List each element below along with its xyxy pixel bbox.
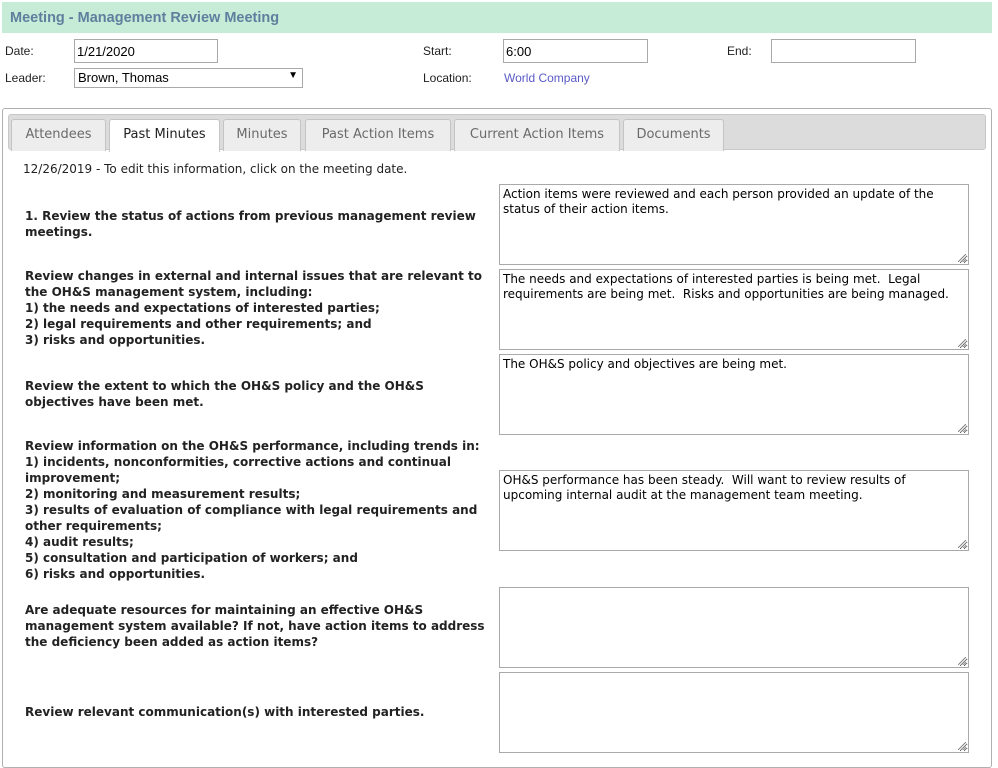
- tab-bar: [8, 114, 986, 150]
- answer-1-textarea[interactable]: [499, 184, 969, 265]
- resize-grip-icon[interactable]: [958, 424, 966, 432]
- leader-value: Brown, Thomas: [78, 70, 169, 85]
- resize-grip-icon[interactable]: [958, 339, 966, 347]
- page-title-bar: [2, 2, 992, 33]
- answer-3-textarea[interactable]: [499, 354, 969, 435]
- answer-4-textarea[interactable]: [499, 470, 969, 551]
- page-title: Meeting - Management Review Meeting: [10, 10, 280, 26]
- leader-select[interactable]: [74, 68, 303, 88]
- question-4: Review information on the OH&S performance, including trends in: 1) incidents, nonconformities, corrective actions and continual improvement; 2) monitoring and measurement results; 3) results of evaluation of compliance with legal requirements and other requirements; 4) audit results; 5) consultation and participation of workers; and 6) risks and opportunities.: [25, 439, 480, 581]
- question-1: 1. Review the status of actions from previous management review meetings.: [25, 209, 476, 239]
- tab-past-action-items[interactable]: Past Action Items: [305, 119, 451, 151]
- date-label: Date:: [5, 44, 34, 58]
- answer-3-text: The OH&S policy and objectives are being met.: [503, 357, 787, 371]
- start-field[interactable]: [503, 39, 648, 63]
- tab-minutes[interactable]: Minutes: [223, 119, 301, 151]
- question-3: Review the extent to which the OH&S policy and the OH&S objectives have been met.: [25, 379, 424, 409]
- start-label: Start:: [423, 44, 452, 58]
- answer-6-textarea[interactable]: [499, 672, 969, 753]
- end-field[interactable]: [771, 39, 916, 63]
- resize-grip-icon[interactable]: [958, 540, 966, 548]
- date-field[interactable]: [74, 39, 218, 63]
- leader-label: Leader:: [5, 71, 46, 85]
- answer-5-textarea[interactable]: [499, 587, 969, 668]
- location-link[interactable]: World Company: [504, 71, 590, 85]
- answer-1-text: Action items were reviewed and each person provided an update of the status of their action items.: [503, 187, 938, 216]
- tab-current-action-items[interactable]: Current Action Items: [454, 119, 620, 151]
- answer-2-text: The needs and expectations of interested parties is being met. Legal requirements are being met. Risks and opportunities are being managed.: [503, 272, 949, 301]
- resize-grip-icon[interactable]: [958, 742, 966, 750]
- end-label: End:: [727, 44, 752, 58]
- question-5: Are adequate resources for maintaining an effective OH&S management system available? If not, have action items to address the deficiency been added as action items?: [25, 603, 485, 649]
- tab-attendees[interactable]: Attendees: [11, 119, 106, 151]
- tab-past-minutes[interactable]: Past Minutes: [109, 119, 220, 152]
- question-6: Review relevant communication(s) with interested parties.: [25, 705, 425, 719]
- resize-grip-icon[interactable]: [958, 657, 966, 665]
- tab-documents[interactable]: Documents: [623, 119, 724, 151]
- answer-2-textarea[interactable]: [499, 269, 969, 350]
- question-2: Review changes in external and internal issues that are relevant to the OH&S management system, including: 1) the needs and expectations of interested parties; 2) legal requirements and other requirements; and 3) risks and opportunities.: [25, 269, 482, 347]
- tab-panel: [2, 108, 992, 768]
- location-label: Location:: [423, 71, 472, 85]
- dropdown-arrow-icon: ▼: [288, 70, 298, 81]
- resize-grip-icon[interactable]: [958, 254, 966, 262]
- answer-4-text: OH&S performance has been steady. Will want to review results of upcoming internal audit at the management team meeting.: [503, 473, 910, 502]
- edit-note: 12/26/2019 - To edit this information, click on the meeting date.: [23, 162, 408, 176]
